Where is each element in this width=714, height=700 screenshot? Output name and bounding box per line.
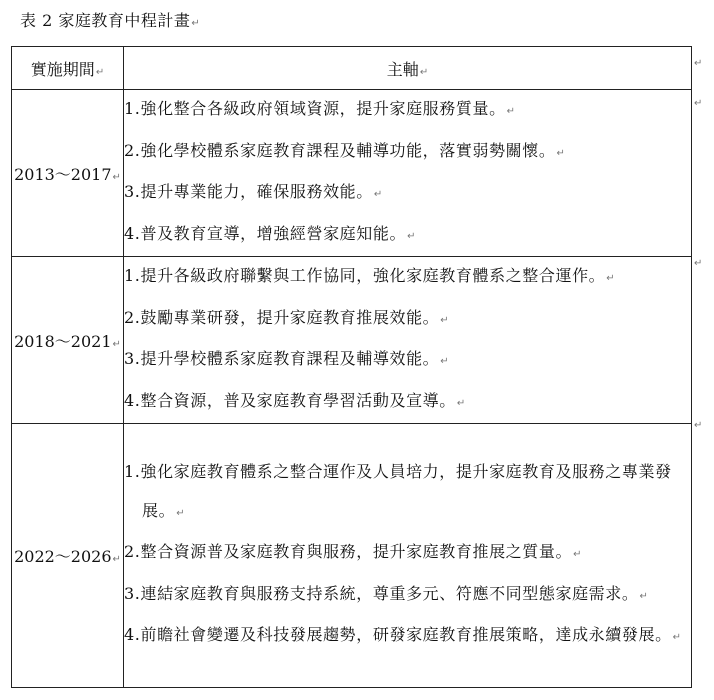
goal-item: 2.鼓勵專業研發，提升家庭教育推展效能。↵ (124, 307, 450, 327)
goal-item: 3.提升學校體系家庭教育課程及輔導效能。↵ (124, 349, 450, 368)
header-period (12, 47, 124, 90)
paragraph-mark-icon: ↵ (573, 549, 583, 561)
goals-cell (124, 90, 692, 257)
goal-item: 3.提升專業能力，確保服務效能。↵ (124, 182, 383, 201)
goal-item: 1.強化整合各級政府領域資源，提升家庭服務質量。↵ (124, 99, 516, 118)
paragraph-mark-icon: ↵ (639, 590, 649, 602)
goal-item: 4.整合資源，普及家庭教育學習活動及宣導。↵ (124, 390, 466, 410)
table-row (12, 257, 692, 424)
paragraph-mark-icon: ↵ (556, 147, 566, 159)
goals-cell (124, 257, 692, 424)
paragraph-mark-icon: ↵ (112, 554, 121, 565)
goal-item: 1.強化家庭教育體系之整合運作及人員培力，提升家庭教育及服務之專業發展。↵ (124, 462, 672, 520)
period-label: 2018～2021 (14, 331, 112, 351)
paragraph-mark-icon: ↵ (419, 66, 429, 78)
goal-item: 2.整合資源普及家庭教育與服務，提升家庭教育推展之質量。↵ (124, 542, 583, 562)
table-row (12, 424, 692, 688)
paragraph-mark-icon: ↵ (440, 356, 450, 367)
period-cell (12, 257, 124, 424)
header-axis (124, 47, 692, 90)
goals-cell (124, 424, 692, 688)
table-row (12, 90, 692, 257)
paragraph-mark-icon: ↵ (191, 18, 201, 29)
period-cell (12, 90, 124, 257)
period-label: 2022～2026 (14, 547, 112, 566)
goal-item: 3.連結家庭教育與服務支持系統，尊重多元、符應不同型態家庭需求。↵ (124, 583, 649, 603)
plan-table (11, 46, 692, 688)
paragraph-mark-icon: ↵ (112, 171, 121, 183)
paragraph-mark-icon: ↵ (694, 58, 703, 69)
goal-item: 4.普及教育宣導，增強經營家庭知能。↵ (124, 223, 417, 243)
paragraph-mark-icon: ↵ (694, 258, 703, 269)
table-caption (20, 8, 200, 31)
period-label: 2013～2017 (14, 164, 112, 184)
header-period-label: 實施期間 (30, 59, 95, 79)
table-header-row (12, 47, 692, 90)
paragraph-mark-icon: ↵ (606, 273, 616, 284)
goal-item: 1.提升各級政府聯繫與工作協同，強化家庭教育體系之整合運作。↵ (124, 266, 616, 285)
paragraph-mark-icon: ↵ (407, 230, 417, 242)
paragraph-mark-icon: ↵ (95, 66, 105, 78)
header-axis-label: 主軸 (386, 59, 419, 79)
goal-item: 2.強化學校體系家庭教育課程及輔導功能，落實弱勢關懷。↵ (124, 140, 566, 160)
paragraph-mark-icon: ↵ (506, 106, 516, 117)
paragraph-mark-icon: ↵ (373, 189, 383, 200)
period-cell (12, 424, 124, 688)
paragraph-mark-icon: ↵ (440, 314, 450, 326)
paragraph-mark-icon: ↵ (176, 507, 186, 519)
goal-item: 4.前瞻社會變遷及科技發展趨勢，研發家庭教育推展策略，達成永續發展。↵ (124, 625, 682, 645)
paragraph-mark-icon: ↵ (694, 420, 703, 431)
paragraph-mark-icon: ↵ (456, 397, 466, 409)
paragraph-mark-icon: ↵ (672, 632, 682, 644)
paragraph-mark-icon: ↵ (694, 98, 703, 109)
caption-text: 表 2 家庭教育中程計畫 (20, 11, 191, 30)
paragraph-mark-icon: ↵ (112, 338, 121, 350)
